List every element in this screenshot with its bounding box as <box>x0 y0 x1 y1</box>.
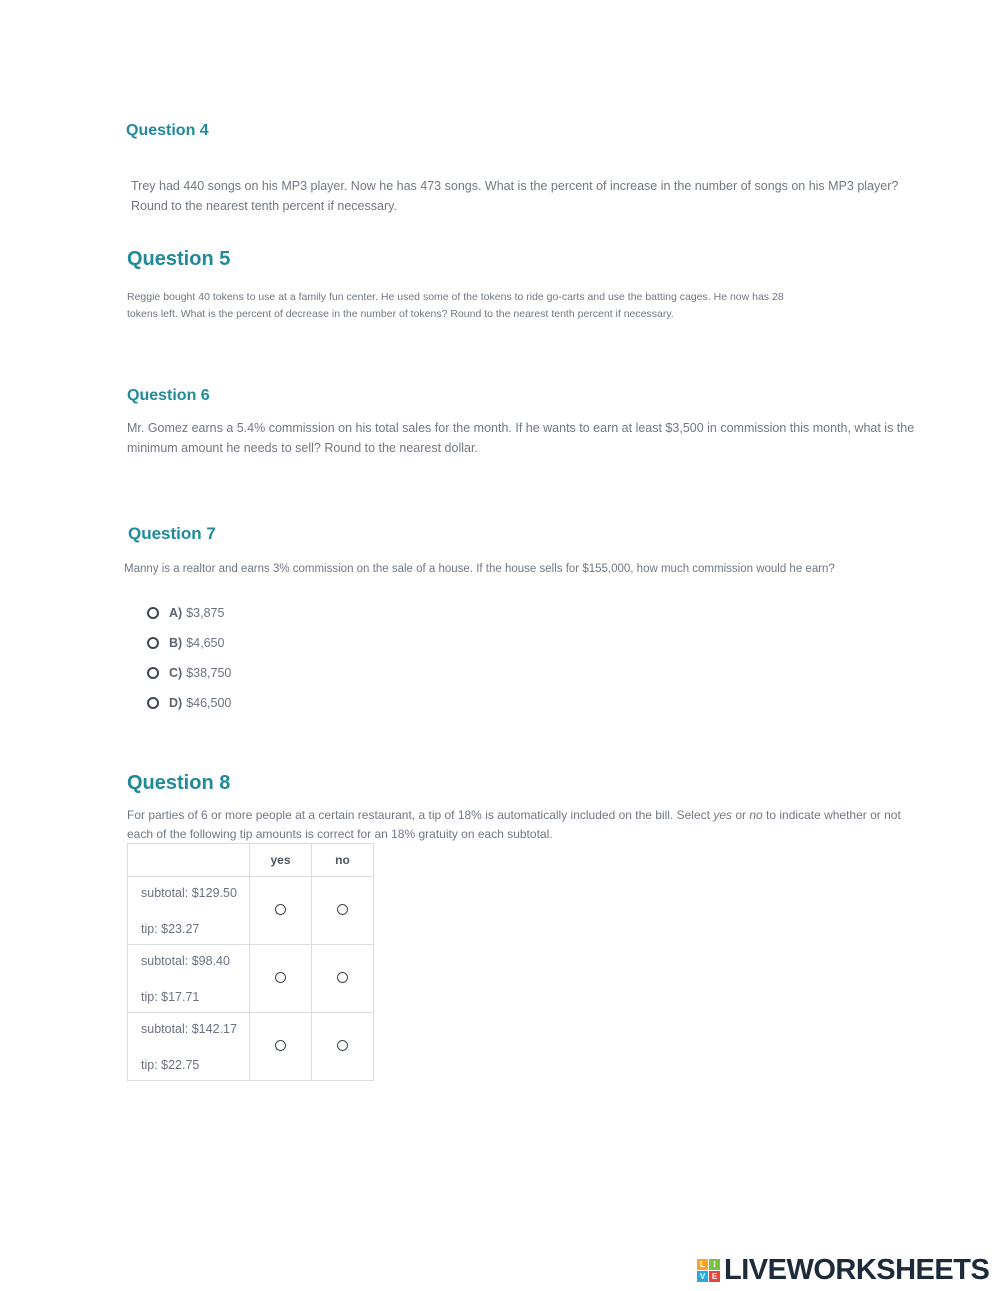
question-4-title: Question 4 <box>126 122 209 139</box>
row-3-label <box>128 1013 250 1081</box>
question-4-line-1: Trey had 440 songs on his MP3 player. Now he has 473 songs. What is the percent of increase in the number of songs on his MP3 player? <box>131 179 899 193</box>
question-5-text <box>127 289 784 323</box>
option-c-letter: C) <box>169 666 183 680</box>
option-c[interactable] <box>147 666 231 680</box>
question-8-or-word: or <box>732 808 750 822</box>
row-3-tip: tip: $22.75 <box>141 1058 200 1072</box>
row-2-yes-cell[interactable] <box>250 945 312 1013</box>
radio-button-c[interactable] <box>147 667 159 679</box>
header-yes: yes <box>250 844 312 877</box>
liveworksheets-logo <box>697 1254 989 1287</box>
option-c-value: $38,750 <box>186 666 232 680</box>
option-d-value: $46,500 <box>186 696 232 710</box>
question-8-line-1-b: to indicate whether or not <box>762 808 901 822</box>
logo-text: LIVEWORKSHEETS <box>724 1254 990 1286</box>
row-1-yes-cell[interactable] <box>250 877 312 945</box>
row-2-tip: tip: $17.71 <box>141 990 200 1004</box>
question-8-text <box>127 806 901 844</box>
question-8-line-1 <box>127 806 901 825</box>
option-a-value: $3,875 <box>186 606 225 620</box>
row-3-yes-cell[interactable] <box>250 1013 312 1081</box>
question-4-text <box>131 176 898 216</box>
question-6-title: Question 6 <box>127 387 210 404</box>
option-a[interactable] <box>147 606 224 620</box>
row-2-label <box>128 945 250 1013</box>
question-5-title: Question 5 <box>127 248 231 270</box>
question-8-yes-word: yes <box>713 808 732 822</box>
question-5-line-2: tokens left. What is the percent of decrease in the number of tokens? Round to the nearest tenth percent if necessary. <box>127 308 674 320</box>
radio-button-d[interactable] <box>147 697 159 709</box>
row-2-subtotal: subtotal: $98.40 <box>141 954 230 968</box>
logo-icon <box>697 1259 720 1282</box>
row-3-subtotal: subtotal: $142.17 <box>141 1022 237 1036</box>
row-2-no-radio[interactable] <box>337 972 348 983</box>
question-8-no-word: no <box>749 808 763 822</box>
table-header-row <box>128 844 374 877</box>
row-3-no-cell[interactable] <box>312 1013 374 1081</box>
row-1-no-cell[interactable] <box>312 877 374 945</box>
question-7-text <box>124 561 835 577</box>
option-a-letter: A) <box>169 606 183 620</box>
tip-table <box>127 843 374 1081</box>
row-1-yes-radio[interactable] <box>275 904 286 915</box>
question-8-title: Question 8 <box>127 772 231 794</box>
table-row <box>128 945 374 1013</box>
radio-button-a[interactable] <box>147 607 159 619</box>
logo-tile-l: L <box>697 1259 708 1270</box>
question-7-title: Question 7 <box>128 524 216 543</box>
option-d-letter: D) <box>169 696 183 710</box>
row-1-no-radio[interactable] <box>337 904 348 915</box>
question-5-line-1: Reggie bought 40 tokens to use at a family fun center. He used some of the tokens to ride go-carts and use the batting cages. He now has 28 <box>127 291 784 303</box>
header-no: no <box>312 844 374 877</box>
row-3-no-radio[interactable] <box>337 1040 348 1051</box>
question-4-line-2: Round to the nearest tenth percent if necessary. <box>131 199 397 213</box>
row-2-yes-radio[interactable] <box>275 972 286 983</box>
question-7-line: Manny is a realtor and earns 3% commission on the sale of a house. If the house sells for $155,000, how much commission would he earn? <box>124 563 835 575</box>
question-8-line-2: each of the following tip amounts is correct for an 18% gratuity on each subtotal. <box>127 827 553 841</box>
logo-tile-i: I <box>709 1259 720 1270</box>
header-empty <box>128 844 250 877</box>
logo-tile-v: V <box>697 1271 708 1282</box>
row-1-subtotal: subtotal: $129.50 <box>141 886 237 900</box>
table-row <box>128 1013 374 1081</box>
option-b-value: $4,650 <box>186 636 225 650</box>
question-8-line-1-a: For parties of 6 or more people at a certain restaurant, a tip of 18% is automatically included on the bill. Select <box>127 808 714 822</box>
row-1-tip: tip: $23.27 <box>141 922 200 936</box>
question-6-line-2: minimum amount he needs to sell? Round to the nearest dollar. <box>127 441 478 455</box>
option-b[interactable] <box>147 636 224 650</box>
row-3-yes-radio[interactable] <box>275 1040 286 1051</box>
option-b-letter: B) <box>169 636 183 650</box>
question-6-line-1: Mr. Gomez earns a 5.4% commission on his total sales for the month. If he wants to earn at least $3,500 in commission this month, what is the <box>127 421 915 435</box>
row-2-no-cell[interactable] <box>312 945 374 1013</box>
radio-button-b[interactable] <box>147 637 159 649</box>
question-6-text <box>127 418 914 458</box>
row-1-label <box>128 877 250 945</box>
logo-tile-e: E <box>709 1271 720 1282</box>
option-d[interactable] <box>147 696 231 710</box>
table-row <box>128 877 374 945</box>
